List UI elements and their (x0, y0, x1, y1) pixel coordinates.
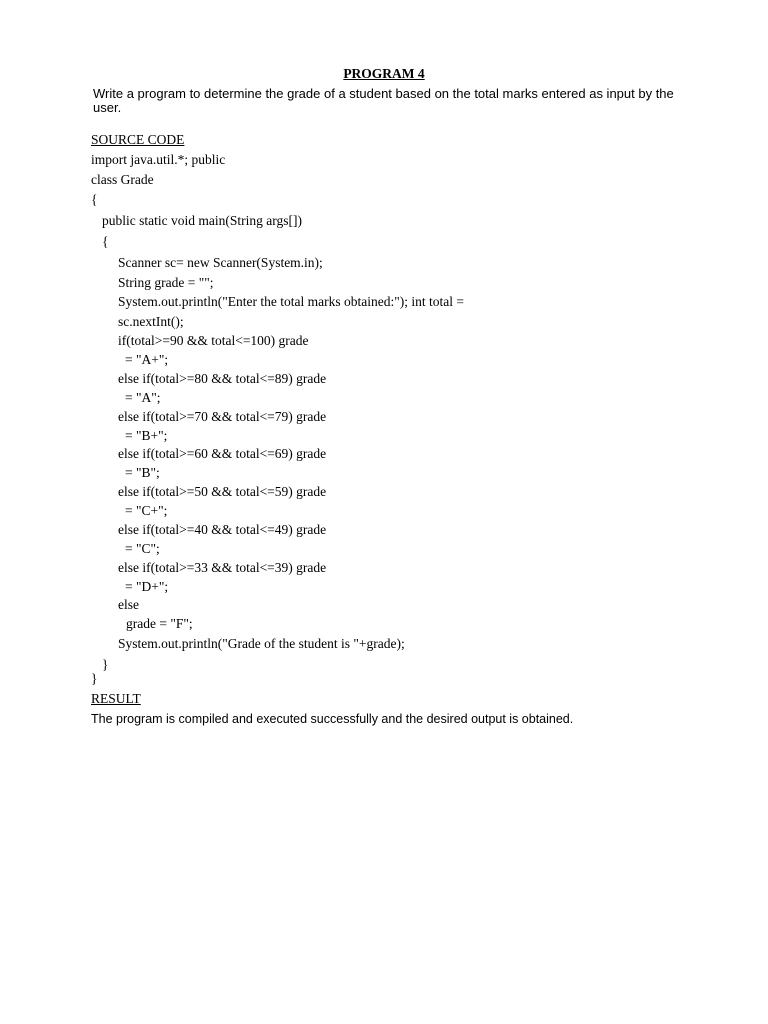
code-line: { (102, 234, 109, 249)
code-line: if(total>=90 && total<=100) grade (118, 333, 309, 348)
result-text: The program is compiled and executed successfully and the desired output is obtained. (91, 712, 574, 726)
code-line: else if(total>=80 && total<=89) grade (118, 371, 327, 386)
code-line: String grade = ""; (118, 275, 214, 290)
code-line: System.out.println("Grade of the student is "+grade); (118, 636, 405, 651)
code-line: } (91, 671, 98, 686)
code-line: else (118, 597, 139, 612)
result-heading: RESULT (91, 691, 141, 706)
code-line: System.out.println("Enter the total marks obtained:"); int total = (118, 294, 464, 309)
code-line: else if(total>=60 && total<=69) grade (118, 446, 327, 461)
code-line: class Grade (91, 172, 154, 187)
code-line: } (102, 657, 109, 672)
code-line: else if(total>=70 && total<=79) grade (118, 409, 327, 424)
task-description: Write a program to determine the grade of a student based on the total marks entered as input by the user. (93, 86, 674, 115)
code-line: import java.util.*; public (91, 152, 226, 167)
page-title: PROGRAM 4 (343, 66, 425, 81)
code-line: grade = "F"; (126, 616, 193, 631)
code-line: else if(total>=33 && total<=39) grade (118, 560, 327, 575)
code-line: sc.nextInt(); (118, 314, 184, 329)
code-line: public static void main(String args[]) (102, 213, 302, 228)
source-code-heading: SOURCE CODE (91, 132, 185, 147)
code-line: else if(total>=50 && total<=59) grade (118, 484, 327, 499)
code-line: = "A"; (125, 390, 161, 405)
code-line: = "C"; (125, 541, 160, 556)
code-line: { (91, 192, 98, 207)
code-line: else if(total>=40 && total<=49) grade (118, 522, 327, 537)
code-line: = "C+"; (125, 503, 168, 518)
code-line: = "A+"; (125, 352, 169, 367)
code-line: Scanner sc= new Scanner(System.in); (118, 255, 323, 270)
code-line: = "B+"; (125, 428, 168, 443)
code-line: = "D+"; (125, 579, 169, 594)
code-line: = "B"; (125, 465, 160, 480)
